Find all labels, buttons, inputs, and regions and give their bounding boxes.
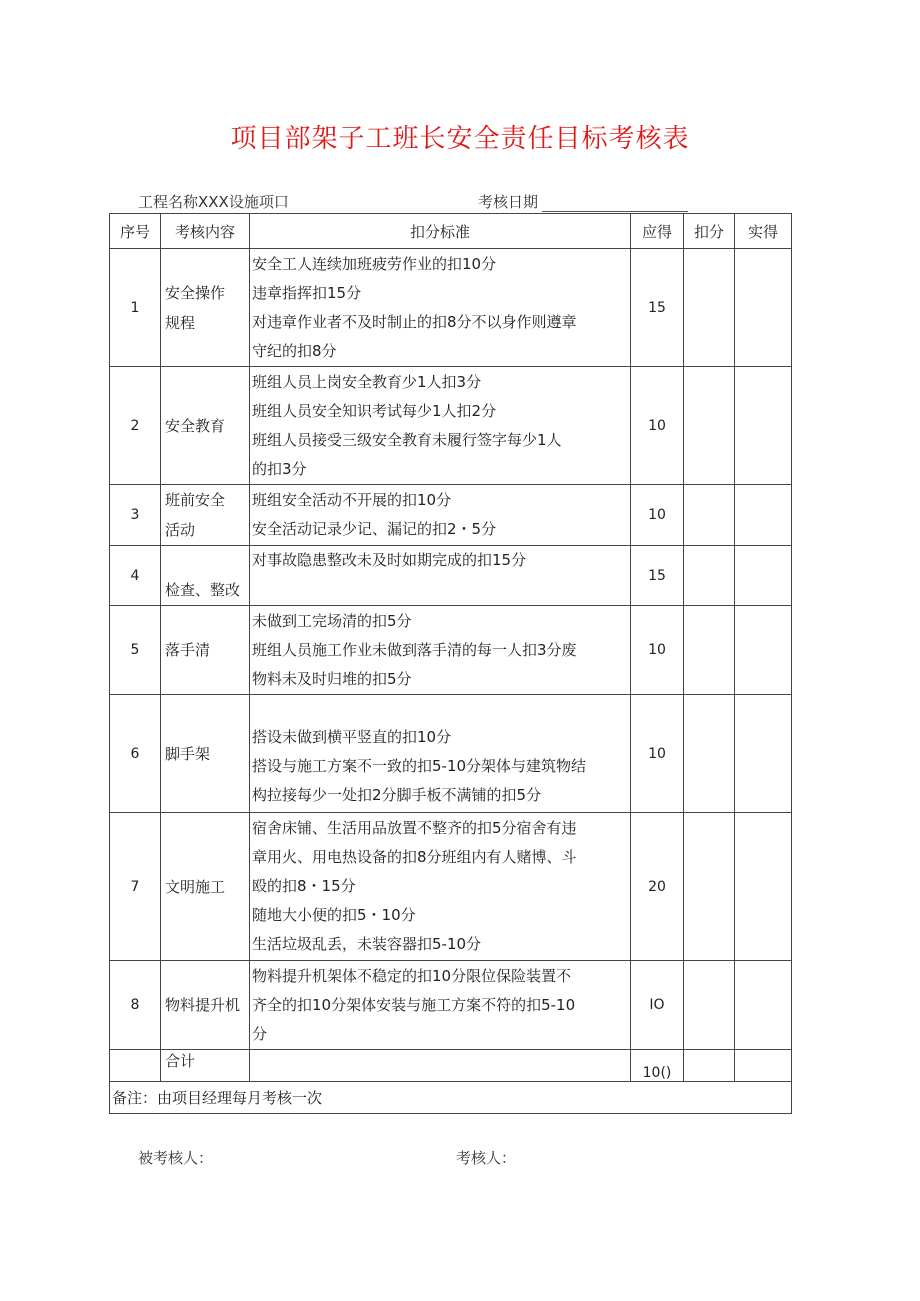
row-standard: [250, 367, 631, 485]
total-standard-cell: [250, 1050, 631, 1082]
header-no: 序号: [110, 214, 161, 249]
assessment-table: [109, 213, 792, 1114]
row-standard-line: 班组安全活动不开展的扣10分: [252, 491, 452, 509]
row-score: 10: [631, 367, 684, 485]
row-item-line: 活动: [165, 521, 196, 539]
row-number: 3: [110, 485, 161, 546]
row-item-line: 规程: [165, 313, 196, 332]
row-standard-line: 随地大小便的扣5・10分: [252, 906, 416, 924]
examiner-signature-label: 考核人：: [456, 1149, 517, 1167]
table-row: [110, 695, 792, 813]
header-score: 应得: [631, 214, 684, 249]
row-item: [161, 485, 250, 546]
row-item: [161, 606, 250, 695]
row-deduct-cell[interactable]: [684, 367, 735, 485]
row-item-line: 文明施工: [165, 877, 226, 896]
total-label: 合计: [161, 1050, 250, 1082]
row-score: 15: [631, 249, 684, 367]
table-row: [110, 249, 792, 367]
row-standard-line: 未做到工完场清的扣5分: [252, 611, 412, 630]
row-standard-line: 宿舍床铺、生活用品放置不整齐的扣5分宿舍有违: [252, 819, 577, 837]
examinee-signature-label: 被考核人：: [138, 1149, 214, 1167]
header-deduct: 扣分: [684, 214, 735, 249]
row-actual-cell[interactable]: [735, 485, 792, 546]
total-row: [110, 1050, 792, 1082]
table-header-row: [110, 214, 792, 249]
row-item: [161, 961, 250, 1050]
table-row: [110, 961, 792, 1050]
header-item: 考核内容: [161, 214, 250, 249]
row-number: 4: [110, 546, 161, 606]
row-standard-line: 物料提升机架体不稳定的扣10分限位保险装置不: [252, 966, 572, 985]
row-score: 15: [631, 546, 684, 606]
assessment-date-blank: [542, 197, 688, 212]
row-number: 7: [110, 813, 161, 961]
row-standard-line: 对违章作业者不及时制止的扣8分不以身作则遵章: [252, 312, 577, 331]
row-deduct-cell[interactable]: [684, 249, 735, 367]
row-standard-line: 搭设与施工方案不一致的扣5-10分架体与建筑物结: [252, 757, 587, 775]
row-number: 8: [110, 961, 161, 1050]
assessment-date-text: 考核日期: [478, 193, 539, 211]
row-standard-line: 分: [252, 1024, 268, 1043]
header-standard: 扣分标准: [250, 214, 631, 249]
page-title: 项目部架子工班长安全责任目标考核表: [230, 124, 690, 154]
table-row: [110, 485, 792, 546]
row-deduct-cell[interactable]: [684, 961, 735, 1050]
row-number: 2: [110, 367, 161, 485]
row-standard-line: 章用火、用电热设备的扣8分班组内有人赌博、斗: [252, 848, 577, 866]
row-actual-cell[interactable]: [735, 813, 792, 961]
row-actual-cell[interactable]: [735, 695, 792, 813]
row-standard-line: 搭设未做到横平竖直的扣10分: [252, 728, 452, 746]
row-number: 5: [110, 606, 161, 695]
row-standard-line: 班组人员接受三级安全教育未履行签字每少1人: [252, 430, 562, 449]
row-standard-line: 守纪的扣8分: [252, 341, 337, 360]
row-item-line: 安全操作: [165, 283, 226, 302]
row-score: 20: [631, 813, 684, 961]
row-deduct-cell[interactable]: [684, 485, 735, 546]
total-blank-cell: [110, 1050, 161, 1082]
total-deduct-cell[interactable]: [684, 1050, 735, 1082]
row-standard-line: 班组人员安全知识考试每少1人扣2分: [252, 401, 497, 420]
row-standard-line: 安全活动记录少记、漏记的扣2・5分: [252, 520, 497, 538]
header-actual: 实得: [735, 214, 792, 249]
total-actual-cell[interactable]: [735, 1050, 792, 1082]
row-score: 10: [631, 606, 684, 695]
row-standard-line: 对事故隐患整改未及时如期完成的扣15分: [252, 551, 527, 569]
row-standard-line: 违章指挥扣15分: [252, 283, 362, 302]
row-standard-line: 班组人员上岗安全教育少1人扣3分: [252, 372, 482, 391]
row-standard-line: 构拉接每少一处扣2分脚手板不满铺的扣5分: [252, 786, 542, 804]
row-actual-cell[interactable]: [735, 606, 792, 695]
table-row: [110, 813, 792, 961]
row-actual-cell[interactable]: [735, 249, 792, 367]
row-standard: [250, 485, 631, 546]
project-name-label: 工程名称XXX设施项口: [138, 193, 289, 211]
row-deduct-cell[interactable]: [684, 813, 735, 961]
row-actual-cell[interactable]: [735, 367, 792, 485]
row-standard-line: 的扣3分: [252, 459, 307, 478]
row-item-line: 检查、整改: [165, 581, 241, 599]
row-deduct-cell[interactable]: [684, 546, 735, 606]
row-standard: [250, 606, 631, 695]
row-standard-line: 生活垃圾乱丢，未装容器扣5-10分: [252, 935, 482, 953]
row-item-line: 物料提升机: [165, 996, 241, 1014]
row-deduct-cell[interactable]: [684, 695, 735, 813]
row-standard-line: 班组人员施工作业未做到落手清的每一人扣3分废: [252, 640, 577, 659]
assessment-date-label: [478, 191, 688, 212]
row-score: 10: [631, 485, 684, 546]
row-standard-line: 齐全的扣10分架体安装与施工方案不符的扣5-10: [252, 995, 576, 1014]
row-standard: [250, 546, 631, 606]
row-item-line: 班前安全: [165, 491, 226, 509]
row-standard-line: 殴的扣8・15分: [252, 877, 356, 895]
row-item: [161, 249, 250, 367]
row-deduct-cell[interactable]: [684, 606, 735, 695]
table-row: [110, 546, 792, 606]
row-actual-cell[interactable]: [735, 546, 792, 606]
row-item: [161, 695, 250, 813]
row-standard: [250, 961, 631, 1050]
row-standard-line: 安全工人连续加班疲劳作业的扣10分: [252, 254, 497, 273]
row-item-line: 脚手架: [165, 744, 211, 763]
row-standard: [250, 813, 631, 961]
row-score: IO: [631, 961, 684, 1050]
row-standard-line: 物料未及时归堆的扣5分: [252, 669, 412, 688]
note-text: 备注：由项目经理每月考核一次: [110, 1082, 792, 1114]
row-standard: [250, 695, 631, 813]
table-row: [110, 606, 792, 695]
row-item-line: 安全教育: [165, 416, 226, 435]
total-score: 10(): [631, 1050, 684, 1082]
row-item: [161, 367, 250, 485]
row-number: 1: [110, 249, 161, 367]
row-item-line: 落手清: [165, 641, 211, 659]
row-standard: [250, 249, 631, 367]
row-item: [161, 546, 250, 606]
note-row: [110, 1082, 792, 1114]
row-item: [161, 813, 250, 961]
row-number: 6: [110, 695, 161, 813]
row-score: 10: [631, 695, 684, 813]
table-row: [110, 367, 792, 485]
row-actual-cell[interactable]: [735, 961, 792, 1050]
